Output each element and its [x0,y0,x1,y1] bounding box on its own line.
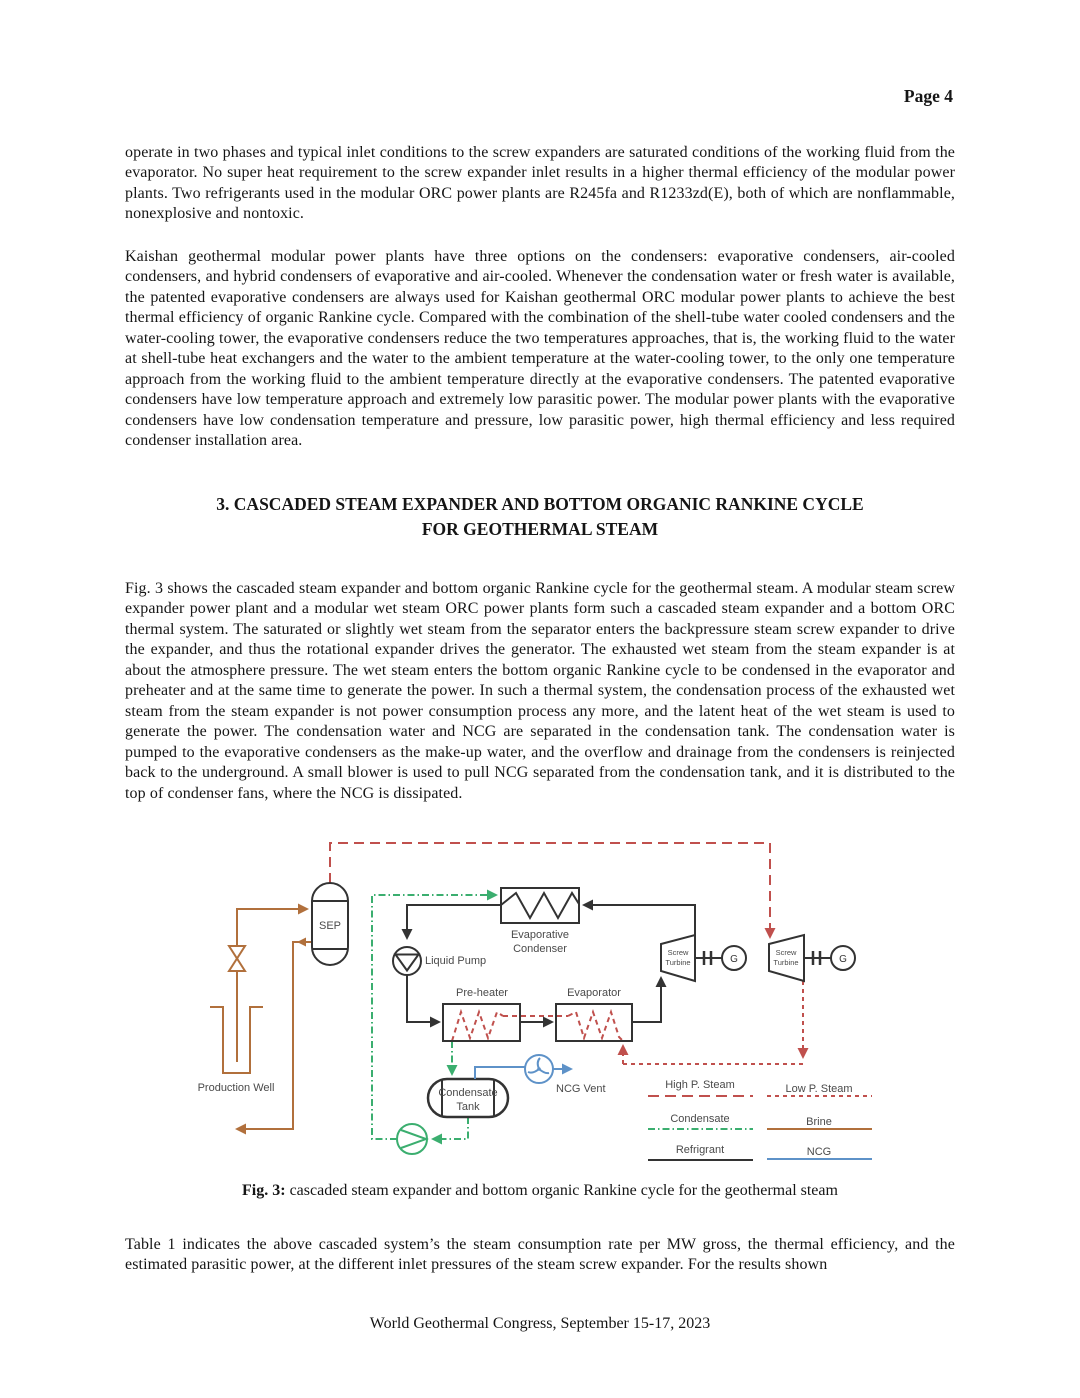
liquid-pump-icon [393,947,486,975]
preheater [443,987,520,1041]
tank-label-line2: Tank [456,1101,480,1113]
condensate-pump-icon [397,1124,427,1154]
brine-line [210,909,312,1129]
figure-caption-label: Fig. 3: [242,1182,286,1199]
paragraph-4: Table 1 indicates the above cascaded system’s the steam consumption rate per MW gross, the thermal efficiency, and the estimated parasitic power, at the different inlet pressures of the steam screw expander. For the results shown [125,1236,955,1274]
condenser-label-line1: Evaporative [510,929,570,941]
legend-label-ncg: NCG [806,1146,832,1158]
paragraph-1: operate in two phases and typical inlet conditions to the screw expanders are saturated conditions of the working fluid from the evaporator. No super heat requirement to the screw expander inlet results in a higher thermal efficiency of the modular power plants. Two refrigerants used in the modular ORC power plants are R245fa and R1233zd(E), both of which are nonflammable, nonexplosive and nontoxic. [125,144,955,223]
section-heading-line2: FOR GEOTHERMAL STEAM [421,519,659,539]
generator1-label: G [730,954,738,965]
brine-out-arrow [297,938,306,947]
separator-vessel [312,883,348,965]
page-number: Page 4 [903,86,953,106]
wellhead-valve-icon [229,946,245,959]
generator-1 [695,946,746,970]
process-flow-diagram [125,838,955,1173]
turbine2-label-line2: Turbine [773,958,799,967]
wellhead-valve-icon [229,959,245,972]
evaporative-condenser [501,888,579,955]
evaporator-coil [568,1012,623,1041]
figure-3-diagram [125,838,955,1173]
screw-turbine-1 [661,935,695,981]
generator2-label: G [839,954,847,965]
ncg-vent-label: NCG Vent [556,1083,606,1095]
condensate-tank [428,1079,508,1117]
legend-label-high-p-steam: High P. Steam [665,1079,735,1091]
figure-caption-text: cascaded steam expander and bottom organic Rankine cycle for the geothermal steam [285,1182,838,1199]
turbine1-label-line2: Turbine [665,958,691,967]
tank-label-line1: Condensate [438,1087,498,1099]
evaporator-label: Evaporator [567,987,621,999]
condenser-coil [501,893,579,918]
separator-label: SEP [318,920,342,932]
legend-label-brine: Brine [806,1116,832,1128]
liquid-pump-label: Liquid Pump [425,955,487,967]
production-well-label: Production Well [197,1082,275,1094]
legend-label-refrigerant: Refrigrant [675,1144,725,1156]
legend-label-low-p-steam: Low P. Steam [785,1083,853,1095]
paragraph-2: Kaishan geothermal modular power plants have three options on the condensers: evaporative condensers, air-cooled condensers, and hybrid condensers of evaporative and air-cooled. Whenever the condensation water or fresh water is available, the patented evaporative condensers are always used for Kaishan geothermal ORC modular power plants to achieve the best thermal efficiency of organic Rankine cycle. Compared with the combination of the shell-tube water cooled condensers and the water-cooling tower, the evaporative condensers reduce the two temperatures approaches, that is, the working fluid to the water at shell-tube heat exchangers and the water to the ambient temperature at the water-cooling tower, to the only one temperature approach from the working fluid to the ambient temperature directly at the evaporative condensers. The patented evaporative condensers have low temperature approach and extremely low parasitic power. The modular power plants with the evaporative condensers have low condensation temperature and pressure, low parasitic power, high thermal efficiency and less required condenser installation area. [125,248,955,450]
condenser-label-line2: Condenser [513,943,567,955]
page-footer: World Geothermal Congress, September 15-17, 2023 [369,1315,711,1332]
legend [648,1079,872,1160]
generator-2 [804,946,855,970]
legend-label-condensate: Condensate [670,1113,730,1125]
figure-caption [125,1182,955,1200]
paragraph-3: Fig. 3 shows the cascaded steam expander and bottom organic Rankine cycle for the geothermal steam. A modular steam screw expander power plant and a modular wet steam ORC power plants form such a cascaded steam expander and a bottom ORC thermal system. The saturated or slightly wet steam from the separator enters the backpressure steam screw expander to drive the expander, and thus the rotational expander drives the generator. The exhausted wet steam from the steam expander is at about the atmosphere pressure. The wet steam enters the bottom organic Rankine cycle to be condensed in the evaporator and preheater and at the same time to generate the power. In such a thermal system, the condensation process of the exhausted wet steam from the steam expander is not power consumption process any more, and the latent heat of the wet steam is used to generate the power. The condensation water and NCG are separated in the condensation tank. The condensation water is pumped to the evaporative condensers as the make-up water, and the overflow and drainage from the condensers is reinjected back to the underground. A small blower is used to pull NCG separated from the condensation tank, and it is distributed to the top of condenser fans, where the NCG is dissipated. [125,580,955,802]
screw-turbine-2 [769,935,804,981]
section-heading-line1: 3. CASCADED STEAM EXPANDER AND BOTTOM ORGANIC RANKINE CYCLE [216,494,864,514]
section-heading [125,492,955,542]
preheater-label: Pre-heater [456,987,508,999]
turbine2-label-line1: Screw [775,948,797,957]
turbine1-label-line1: Screw [667,948,689,957]
